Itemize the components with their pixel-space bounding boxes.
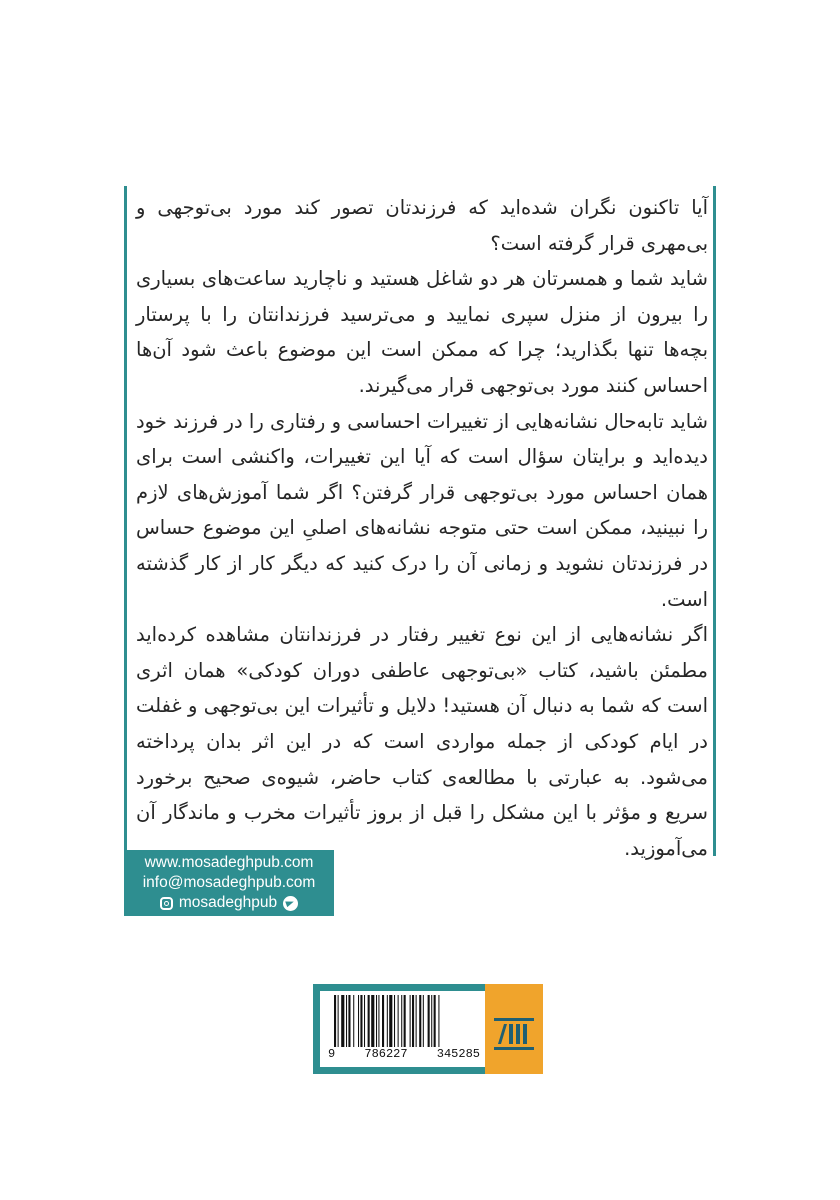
barcode-bar: [431, 995, 432, 1047]
isbn-group-2: 345285: [436, 1047, 480, 1061]
barcode-bars: [334, 995, 474, 1047]
barcode-bar: [348, 995, 350, 1047]
barcode-bar: [341, 995, 344, 1047]
barcode-bar: [410, 995, 411, 1047]
back-cover-text: [136, 190, 708, 866]
social-row: [124, 893, 334, 913]
barcode-bar: [382, 995, 384, 1047]
barcode-bar: [368, 995, 370, 1047]
barcode-bar: [398, 995, 399, 1047]
left-vertical-rule: [124, 186, 127, 856]
barcode-bar: [378, 995, 379, 1047]
paragraph-3: شاید تابه‌حال نشانه‌هایی از تغییرات احساسی و رفتاری را در فرزند خود دیده‌اید و برایتان سؤال است که آیا این تغییرات، واکنشی است برای همان احساس مورد بی‌توجهی قرار گرفتن؟ اگر شما آموزش‌های لازم را نبینید، ممکن است حتی متوجه نشانه‌های اصلیِ این موضوع حساس در فرزندتان نشوید و زمانی آن را درک کنید که دیگر کار از کار گذشته است.: [136, 409, 708, 611]
barcode-bar: [389, 995, 392, 1047]
barcode-bar: [401, 995, 402, 1047]
website-link[interactable]: www.mosadeghpub.com: [144, 854, 314, 871]
barcode-bar: [438, 995, 439, 1047]
barcode-bar: [360, 995, 362, 1047]
barcode-bar: [394, 995, 395, 1047]
barcode-bar: [404, 995, 406, 1047]
barcode-bar: [428, 995, 430, 1047]
barcode-bar: [371, 995, 374, 1047]
publisher-logo-icon: [485, 984, 543, 1074]
barcode-bar: [353, 995, 354, 1047]
paragraph-4: اگر نشانه‌هایی از این نوع تغییر رفتار در فرزندانتان مشاهده کرده‌اید مطمئن باشید، کتاب «بی‌توجهی عاطفی دوران کودکی» همان اثری است که شما به دنبال آن هستید! دلایل و تأثیرات این بی‌توجهی و غفلت در ایام کودکی از جمله مواردی است که در این اثر بدان پرداخته می‌شود. به عبارتی با مطالعه‌ی کتاب حاضر، شیوه‌ی صحیح برخورد سریع و مؤثر با این مشکل را قبل از بروز تأثیرات مخرب و ماندگار آن می‌آموزید.: [136, 623, 708, 860]
barcode-bar: [387, 995, 388, 1047]
publisher-contact-box: [124, 850, 334, 916]
email-link[interactable]: info@mosadeghpub.com: [142, 874, 316, 891]
barcode: [320, 991, 485, 1067]
isbn-group-1: 786227: [364, 1047, 408, 1061]
right-vertical-rule: [713, 186, 716, 856]
telegram-icon[interactable]: [283, 896, 298, 911]
barcode-bar: [416, 995, 417, 1047]
paragraph-1: آیا تاکنون نگران شده‌اید که فرزندتان تصور کند مورد بی‌توجهی و بی‌مهری قرار گرفته است؟: [136, 196, 708, 255]
social-handle[interactable]: mosadeghpub: [178, 894, 278, 911]
barcode-bar: [364, 995, 365, 1047]
barcode-bar: [376, 995, 377, 1047]
barcode-bar: [346, 995, 347, 1047]
instagram-icon[interactable]: [160, 897, 173, 910]
barcode-bar: [338, 995, 339, 1047]
barcode-bar: [434, 995, 436, 1047]
barcode-bar: [412, 995, 414, 1047]
barcode-bar: [419, 995, 421, 1047]
barcode-bar: [358, 995, 359, 1047]
isbn-number: [324, 1047, 484, 1061]
barcode-panel: [313, 984, 543, 1074]
publisher-logo: [485, 984, 543, 1074]
paragraph-2: شاید شما و همسرتان هر دو شاغل هستید و ناچارید ساعت‌های بسیاری را بیرون از منزل سپری نمایید و می‌ترسید فرزندانتان را با پرستار بچه‌ها تنها بگذارید؛ چرا که ممکن است این موضوع باعث شود آن‌ها احساس کنند مورد بی‌توجهی قرار می‌گیرند.: [136, 267, 708, 397]
barcode-bar: [334, 995, 336, 1047]
barcode-bar: [423, 995, 424, 1047]
isbn-prefix: 9: [328, 1047, 336, 1061]
